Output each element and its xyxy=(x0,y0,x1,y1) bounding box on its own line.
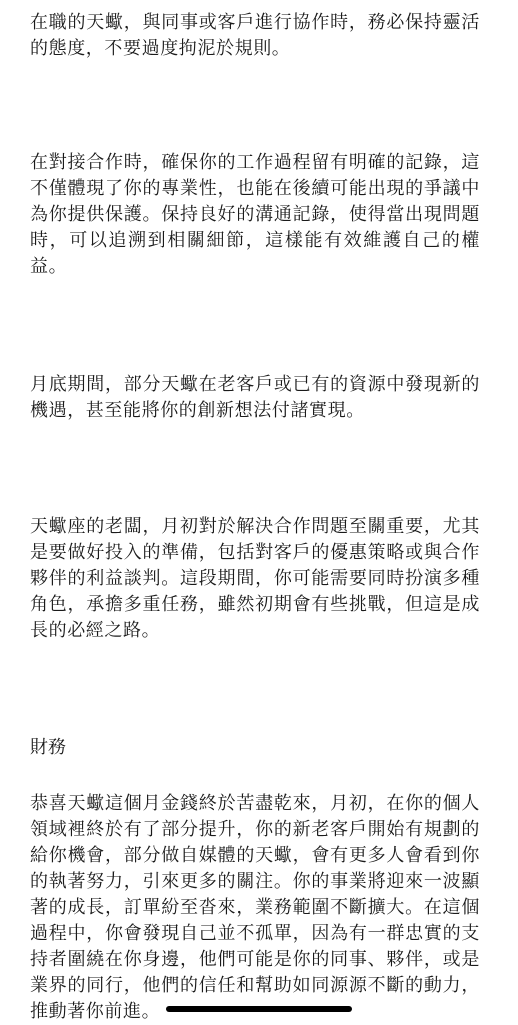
paragraph-collaboration-attitude: 在職的天蠍，與同事或客戶進行協作時，務必保持靈活的態度，不要過度拘泥於規則。 xyxy=(30,12,480,59)
home-indicator[interactable] xyxy=(166,1006,352,1012)
paragraph-record-keeping: 在對接合作時，確保你的工作過程留有明確的記錄，這不僅體現了你的專業性，也能在後續可能出現的爭議中為你提供保護。保持良好的溝通記錄，使得當出現問題時，可以追溯到相關細節，這樣能有效維護自己的權益。 xyxy=(30,152,480,277)
paragraph-month-end-opportunity: 月底期間，部分天蠍在老客戶或已有的資源中發現新的機遇，甚至能將你的創新想法付諸實現。 xyxy=(30,374,480,421)
section-heading-finance: 財務 xyxy=(30,737,66,758)
paragraph-finance: 恭喜天蠍這個月金錢終於苦盡乾來，月初，在你的個人領域裡終於有了部分提升，你的新老客戶開始有規劃的給你機會，部分做自媒體的天蠍，會有更多人會看到你的執著努力，引來更多的關注。你的事業將迎來一波顯著的成長，訂單紛至沓來，業務範圍不斷擴大。在這個過程中，你會發現自己並不孤單，因為有一群忠實的支持者圍繞在你身邊，他們可能是你的同事、夥伴，或是業界的同行，他們的信任和幫助如同源源不斷的動力，推動著你前進。 xyxy=(30,793,480,1022)
paragraph-boss-advice: 天蠍座的老闆，月初對於解決合作問題至關重要，尤其是要做好投入的準備，包括對客戶的優惠策略或與合作夥伴的利益談判。這段期間，你可能需要同時扮演多種角色，承擔多重任務，雖然初期會有些挑戰，但這是成長的必經之路。 xyxy=(30,516,480,641)
